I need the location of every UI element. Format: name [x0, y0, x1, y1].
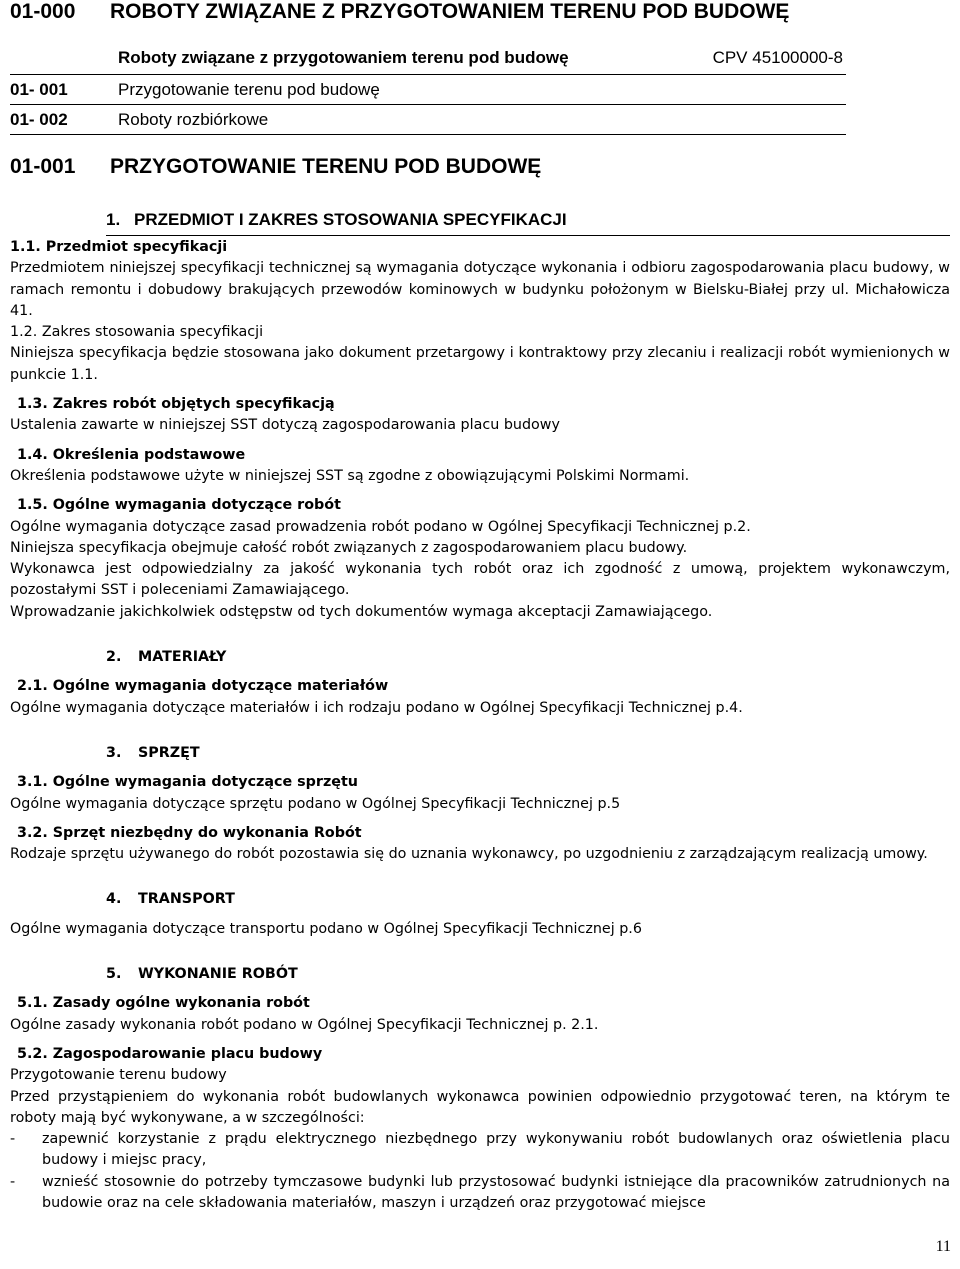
section-title — [10, 155, 541, 179]
section-3-heading: 3. SPRZĘT — [106, 744, 200, 761]
divider — [10, 104, 846, 105]
item-number: 01- 002 — [10, 110, 68, 129]
paragraph-4: Ogólne wymagania dotyczące transportu podano w Ogólnej Specyfikacji Technicznej p.6 — [10, 920, 642, 937]
title-text: ROBOTY ZWIĄZANE Z PRZYGOTOWANIEM TERENU POD BUDOWĘ — [110, 0, 790, 23]
section-5-heading: 5. WYKONANIE ROBÓT — [106, 966, 298, 983]
item-number: 01- 001 — [10, 80, 68, 99]
document-title — [10, 0, 789, 24]
cpv-code: CPV 45100000-8 — [712, 48, 843, 67]
dash-marker: - — [10, 1173, 16, 1190]
divider — [10, 134, 846, 135]
paragraph-3-2: Rodzaje sprzętu używanego do robót pozostawia się do uznania wykonawcy, po uzgodnieniu z zarządzającym realizacją umowy. — [10, 846, 928, 863]
group-name: Roboty związane z przygotowaniem terenu pod budowę — [118, 48, 569, 67]
paragraph-1-4: Określenia podstawowe użyte w niniejszej SST są zgodne z obowiązującymi Polskimi Normami. — [10, 467, 690, 484]
paragraph-3-1: Ogólne wymagania dotyczące sprzętu podano w Ogólnej Specyfikacji Technicznej p.5 — [10, 795, 621, 812]
section-4-heading: 4. TRANSPORT — [106, 891, 235, 908]
section-1-heading: 1. PRZEDMIOT I ZAKRES STOSOWANIA SPECYFIKACJI — [106, 210, 567, 229]
list-item — [10, 1172, 950, 1215]
list-item — [10, 1129, 950, 1172]
paragraph-1-5a: Ogólne wymagania dotyczące zasad prowadzenia robót podano w Ogólnej Specyfikacji Technicznej p.2. — [10, 518, 751, 535]
divider — [10, 74, 846, 75]
heading-1-1: 1.1. Przedmiot specyfikacji — [10, 239, 228, 255]
dash-marker: - — [10, 1131, 16, 1148]
document-body — [10, 237, 950, 1214]
paragraph-2-1: Ogólne wymagania dotyczące materiałów i ich rodzaju podano w Ogólnej Specyfikacji Technicznej p.4. — [10, 699, 743, 716]
paragraph-5-2a: Przygotowanie terenu budowy — [10, 1067, 227, 1084]
paragraph-5-1: Ogólne zasady wykonania robót podano w Ogólnej Specyfikacji Technicznej p. 2.1. — [10, 1016, 599, 1033]
paragraph-1-5b: Niniejsza specyfikacja obejmuje całość robót związanych z zagospodarowaniem placu budowy. — [10, 539, 688, 556]
paragraph-1-5d: Wprowadzanie jakichkolwiek odstępstw od tych dokumentów wymaga akceptacji Zamawiającego. — [10, 603, 713, 620]
paragraph-1-5c: Wykonawca jest odpowiedzialny za jakość wykonania tych robót oraz ich zgodność z umową, projektem wykonawczym, pozostałymi SST i poleceniami Zamawiającego. — [10, 561, 950, 599]
heading-3-2: 3.2. Sprzęt niezbędny do wykonania Robót — [17, 824, 362, 841]
section-code: 01-001 — [10, 155, 76, 178]
cpv-row — [118, 48, 848, 68]
heading-5-2: 5.2. Zagospodarowanie placu budowy — [17, 1045, 323, 1062]
paragraph-1-3: Ustalenia zawarte w niniejszej SST dotyczą zagospodarowania placu budowy — [10, 417, 560, 434]
heading-3-1: 3.1. Ogólne wymagania dotyczące sprzętu — [17, 774, 358, 791]
paragraph-1-1: Przedmiotem niniejszej specyfikacji technicznej są wymagania dotyczące wykonania i odbioru zagospodarowania placu budowy, w ramach remontu i dobudowy brakujących przewodów kominowych w budynku położonym w Bielsku-Białej przy ul. Michałowicza 41. — [10, 260, 950, 319]
page-number: 11 — [935, 1238, 951, 1255]
item-label: Roboty rozbiórkowe — [118, 110, 269, 129]
title-code: 01-000 — [10, 0, 76, 23]
section-title-text: PRZYGOTOWANIE TERENU POD BUDOWĘ — [110, 155, 542, 178]
paragraph-5-2b: Przed przystąpieniem do wykonania robót budowlanych wykonawca powinien odpowiednio przygotować teren, na którym te roboty mają być wykonywane, a w szczególności: — [10, 1088, 950, 1126]
item-row — [10, 110, 268, 130]
list-item-text: wznieść stosownie do potrzeby tymczasowe budynki lub przystosować budynki istniejące dla pracowników zatrudnionych na budowie oraz na cele składowania materiałów, maszyn i urządzeń oraz przygotować miejsce — [42, 1173, 950, 1211]
list-item-text: zapewnić korzystanie z prądu elektrycznego niezbędnego przy wykonywaniu robót budowlanych oraz oświetlenia placu budowy i miejsc pracy, — [42, 1131, 950, 1169]
heading-5-1: 5.1. Zasady ogólne wykonania robót — [17, 995, 310, 1012]
heading-2-1: 2.1. Ogólne wymagania dotyczące materiałów — [17, 678, 389, 695]
section-2-heading: 2. MATERIAŁY — [106, 649, 227, 666]
item-row — [10, 80, 380, 100]
item-label: Przygotowanie terenu pod budowę — [118, 80, 380, 99]
heading-1-2: 1.2. Zakres stosowania specyfikacji — [10, 324, 264, 341]
heading-1-3: 1.3. Zakres robót objętych specyfikacją — [17, 396, 335, 413]
heading-1-5: 1.5. Ogólne wymagania dotyczące robót — [17, 497, 341, 514]
divider — [106, 235, 950, 236]
heading-1-4: 1.4. Określenia podstawowe — [17, 446, 246, 463]
paragraph-1-2: Niniejsza specyfikacja będzie stosowana jako dokument przetargowy i kontraktowy przy zlecaniu i realizacji robót wymienionych w punkcie 1.1. — [10, 345, 950, 383]
